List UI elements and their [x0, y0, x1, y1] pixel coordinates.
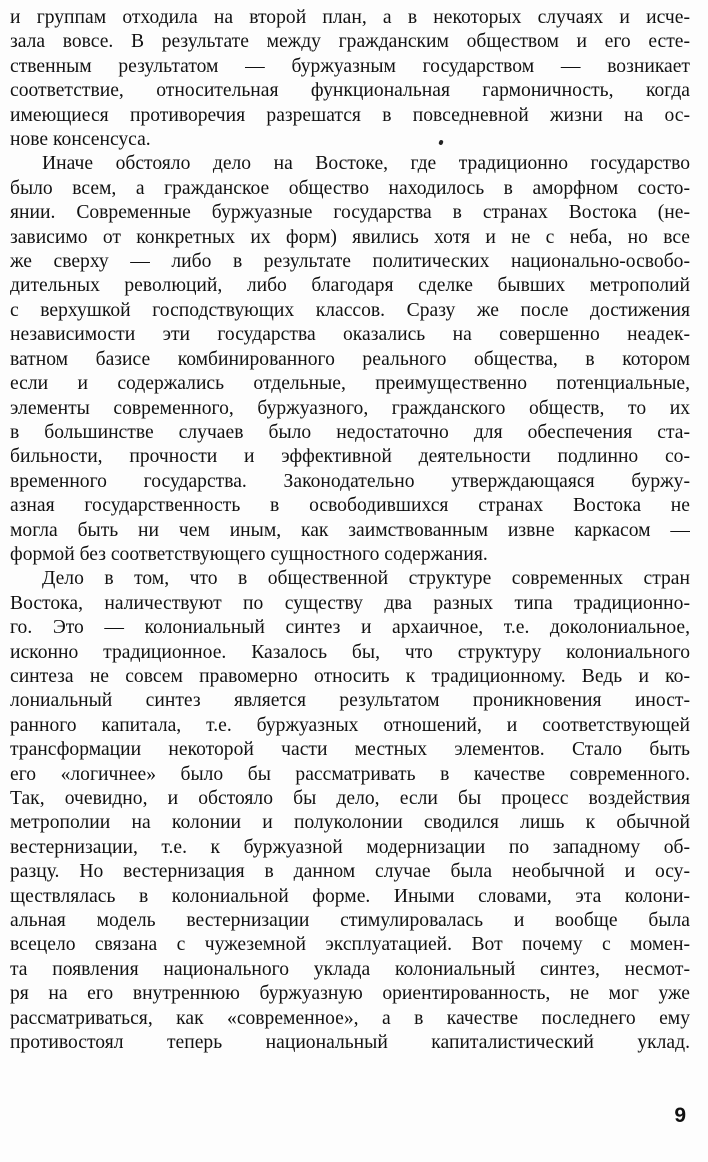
- text-line: же сверху — либо в результате политических национально-освобо-: [10, 251, 690, 273]
- text-line: с верхушкой господствующих классов. Сразу же после достижения: [10, 299, 690, 321]
- text-line: соответствие, относительная функциональная гармоничность, когда: [10, 80, 690, 102]
- text-line: дительных революций, либо благодаря сделке бывших метрополий: [10, 275, 690, 297]
- text-line: ря на его внутреннюю буржуазную ориентированность, не мог уже: [10, 983, 690, 1005]
- text-line: его «логичнее» было бы рассматривать в качестве современного.: [10, 763, 690, 785]
- text-line: вестернизации, т.е. к буржуазной модернизации по западному об-: [10, 836, 690, 858]
- text-line: ственным результатом — буржуазным государством — возникает: [10, 55, 690, 77]
- text-line: ватном базисе комбинированного реального общества, в котором: [10, 348, 690, 370]
- text-line: зала вовсе. В результате между гражданским обществом и его есте-: [10, 31, 690, 53]
- text-line: могла быть ни чем иным, как заимствованным извне каркасом —: [10, 519, 690, 541]
- text-line: формой без соответствующего сущностного содержания.: [10, 543, 488, 565]
- text-line: Так, очевидно, и обстояло бы дело, если бы процесс воздействия: [10, 788, 690, 809]
- text-line: ществлялась в колониальной форме. Иными словами, эта колони-: [10, 885, 690, 907]
- text-line: всецело связана с чужеземной эксплуатацией. Вот почему с момен-: [10, 934, 690, 956]
- text-line: имеющиеся противоречия разрешатся в повседневной жизни на ос-: [10, 104, 690, 126]
- text-line: элементы современного, буржуазного, гражданского обществ, то их: [10, 397, 690, 419]
- text-line: временного государства. Законодательно утверждающаяся буржу-: [10, 470, 690, 492]
- text-line: синтеза не совсем правомерно относить к традиционному. Ведь и ко-: [10, 665, 690, 687]
- text-line: если и содержались отдельные, преимущественно потенциальные,: [10, 373, 690, 395]
- page-number: 9: [674, 1104, 686, 1127]
- text-line: Иначе обстояло дело на Востоке, где традиционно государство: [42, 153, 690, 175]
- text-line: трансформации некоторой части местных элементов. Стало быть: [10, 739, 690, 761]
- text-line: независимости эти государства оказались на совершенно неадек-: [10, 324, 690, 346]
- text-line: исконно традиционное. Казалось бы, что структуру колониального: [10, 641, 690, 663]
- text-line: го. Это — колониальный синтез и архаичное, т.е. доколониальное,: [10, 617, 690, 639]
- text-line: противостоял теперь национальный капиталистический уклад.: [10, 1032, 690, 1054]
- text-line: в большинстве случаев было недостаточно для обеспечения ста-: [10, 421, 690, 443]
- text-line: та появления национального уклада колониальный синтез, несмот-: [10, 958, 690, 980]
- text-line: зависимо от конкретных их форм) явились хотя и не с неба, но все: [10, 226, 690, 248]
- text-line: нове консенсуса.: [10, 129, 151, 151]
- text-line: разцу. Но вестернизация в данном случае была необычной и осу-: [10, 861, 690, 883]
- text-line: ранного капитала, т.е. буржуазных отношений, и соответствующей: [10, 714, 690, 736]
- text-line: метрополии на колонии и полуколонии сводился лишь к обычной: [10, 812, 690, 834]
- text-line: Дело в том, что в общественной структуре современных стран: [42, 568, 690, 590]
- text-line: азная государственность в освободившихся странах Востока не: [10, 495, 690, 517]
- text-line: рассматриваться, как «современное», а в качестве последнего ему: [10, 1007, 690, 1029]
- text-line: было всем, а гражданское общество находилось в аморфном состо-: [10, 177, 690, 199]
- body-text: [10, 6, 690, 1055]
- text-line: бильности, прочности и эффективной деятельности подлинно со-: [10, 446, 690, 468]
- text-line: янии. Современные буржуазные государства в странах Востока (не-: [10, 202, 690, 224]
- text-line: и группам отходила на второй план, а в некоторых случаях и исче-: [10, 7, 690, 28]
- text-line: лониальный синтез является результатом проникновения иност-: [10, 690, 690, 712]
- text-line: альная модель вестернизации стимулировалась и вообще была: [10, 910, 690, 932]
- text-line: Востока, наличествуют по существу два разных типа традиционно-: [10, 592, 690, 614]
